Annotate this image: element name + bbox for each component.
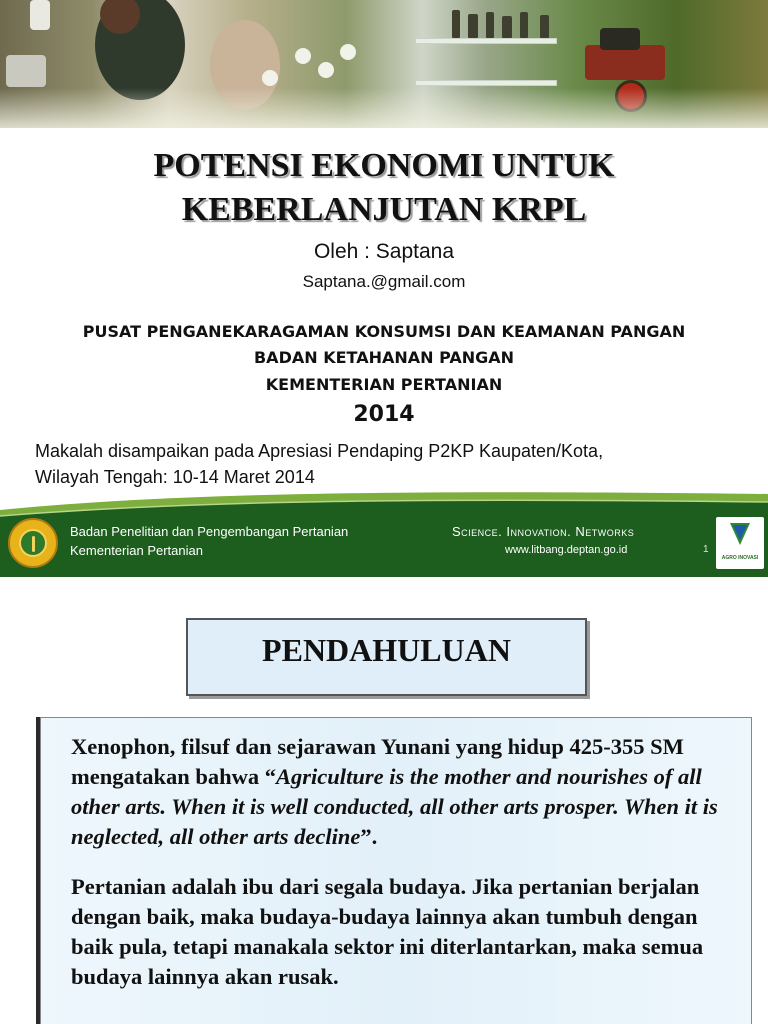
event-note-line-2: Wilayah Tengah: 10-14 Maret 2014 — [35, 467, 315, 487]
slide-title-line-1: POTENSI EKONOMI UNTUK — [153, 147, 615, 184]
agro-logo-text: AGRO INOVASI — [721, 555, 759, 561]
introduction-slide — [0, 577, 768, 1024]
lab-shelf — [415, 80, 557, 86]
plant-flower — [262, 70, 278, 86]
agro-chevron-inner-icon — [733, 525, 747, 540]
agro-inovasi-logo — [716, 517, 764, 569]
quote-box — [40, 717, 752, 1024]
lab-bottle — [486, 12, 494, 38]
organization-line-2: BADAN KETAHANAN PANGAN — [253, 348, 515, 367]
section-heading-box — [186, 618, 587, 696]
xenophon-quote — [71, 732, 733, 852]
quote-intro: Xenophon, filsuf dan sejarawan Yunani yang hidup 425-355 SM mengatakan bahwa “ — [71, 734, 684, 789]
tractor-engine — [600, 28, 640, 50]
author-line: Oleh : Saptana — [313, 240, 455, 263]
lab-shelf — [415, 38, 557, 44]
slide-page-number: 1 — [703, 544, 709, 555]
header-photo-banner — [0, 0, 768, 128]
quote-translation: Pertanian adalah ibu dari segala budaya. Jika pertanian berjalan dengan baik, maka budaya-budaya lainnya akan tumbuh dengan baik pula, tetapi manakala sektor ini diterlantarkan, maka semua budaya lainnya akan rusak. — [71, 874, 704, 989]
quote-italic-text: Agriculture is the mother and nourishes of all other arts. When it is well conducted, all other arts prosper. When it is neglected, all other arts decline — [71, 764, 718, 849]
ministry-logo — [8, 518, 58, 568]
quote-close: ”. — [360, 824, 378, 849]
slide-title-line-2: KEBERLANJUTAN KRPL — [181, 191, 587, 228]
lab-bottle — [502, 16, 512, 38]
ministry-logo-emblem — [19, 529, 47, 557]
lab-bottle — [468, 14, 478, 38]
tractor-body — [585, 45, 665, 80]
presentation-year: 2014 — [353, 402, 415, 427]
plant-flower — [340, 44, 356, 60]
footer-slogan: Science. Innovation. Networks — [452, 524, 635, 539]
lab-bottle — [520, 12, 528, 38]
section-heading: PENDAHULUAN — [262, 632, 511, 668]
banner-fade — [0, 88, 768, 128]
organization-line-1: PUSAT PENGANEKARAGAMAN KONSUMSI DAN KEAMANAN PANGAN — [82, 322, 686, 341]
organization-line-3: KEMENTERIAN PERTANIAN — [265, 375, 503, 394]
footer-agency-line-2: Kementerian Pertanian — [70, 543, 203, 558]
lab-bottle — [452, 10, 460, 38]
author-email: Saptana.@gmail.com — [302, 272, 466, 291]
lab-equipment — [30, 0, 50, 30]
event-note-line-1: Makalah disampaikan pada Apresiasi Pendaping P2KP Kaupaten/Kota, — [35, 441, 604, 461]
footer-agency-line-1: Badan Penelitian dan Pengembangan Pertanian — [70, 524, 349, 539]
lab-equipment — [6, 55, 46, 87]
footer-website: www.litbang.deptan.go.id — [505, 544, 628, 556]
lab-bottle — [540, 15, 549, 38]
plant-flower — [318, 62, 334, 78]
rice-stalk-icon — [32, 536, 35, 552]
plant-flower — [295, 48, 311, 64]
